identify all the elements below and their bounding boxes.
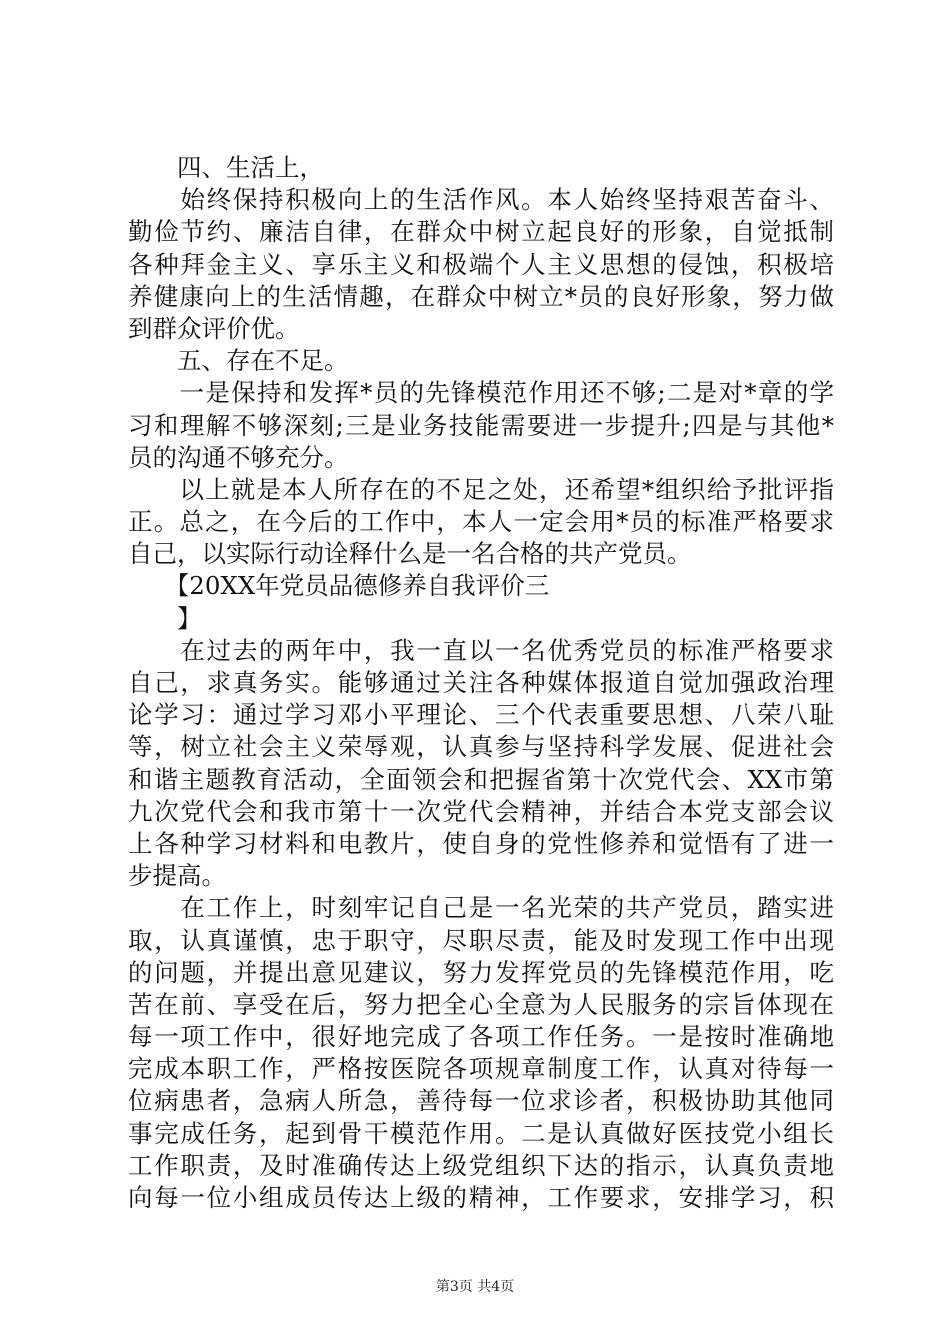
text-line: 到群众评价优。: [128, 313, 300, 343]
text-line: 的问题，并提出意见建议，努力发挥党员的先锋模范作用，吃: [128, 957, 834, 987]
text-line: 完成本职工作，严格按医院各项规章制度工作，认真对待每一: [128, 1054, 834, 1084]
text-line: 在工作上，时刻牢记自己是一名光荣的共产党员，踏实进: [128, 893, 834, 923]
text-line: 在过去的两年中，我一直以一名优秀党员的标准严格要求: [128, 635, 834, 665]
text-line: 向每一位小组成员传达上级的精神，工作要求，安排学习，积: [128, 1183, 834, 1212]
text-line: 各种拜金主义、享乐主义和极端个人主义思想的侵蚀，积极培: [128, 249, 834, 279]
text-line: 【20XX年党员品德修养自我评价三: [128, 571, 550, 601]
text-line: 四、生活上，: [128, 153, 324, 182]
text-line: 勤俭节约、廉洁自律，在群众中树立起良好的形象，自觉抵制: [128, 217, 834, 247]
text-line: 论学习：通过学习邓小平理论、三个代表重要思想、八荣八耻: [128, 700, 834, 730]
text-line: 等，树立社会主义荣辱观，认真参与坚持科学发展、促进社会: [128, 732, 834, 762]
text-line: 每一项工作中，很好地完成了各项工作任务。一是按时准确地: [128, 1022, 834, 1052]
text-line: 九次党代会和我市第十一次党代会精神，并结合本党支部会议: [128, 796, 834, 826]
text-line: 事完成任务，起到骨干模范作用。二是认真做好医技党小组长: [128, 1118, 834, 1148]
text-line: 自己，以实际行动诠释什么是一名合格的共产党员。: [128, 539, 692, 569]
text-line: 位病患者，急病人所急，善待每一位求诊者，积极协助其他同: [128, 1086, 834, 1116]
text-line: 工作职责，及时准确传达上级党组织下达的指示，认真负责地: [128, 1150, 834, 1180]
text-line: 一是保持和发挥*员的先锋模范作用还不够;二是对*章的学: [128, 378, 834, 408]
text-line: 五、存在不足。: [128, 346, 349, 376]
text-line: 自己，求真务实。能够通过关注各种媒体报道自觉加强政治理: [128, 668, 834, 697]
text-line: 】: [128, 603, 202, 633]
text-line: 上各种学习材料和电教片，使自身的党性修养和觉悟有了进一: [128, 828, 834, 858]
text-line: 习和理解不够深刻;三是业务技能需要进一步提升;四是与其他*: [128, 410, 834, 440]
text-line: 苦在前、享受在后，努力把全心全意为人民服务的宗旨体现在: [128, 989, 834, 1019]
page-footer: 第3页 共4页: [435, 1279, 515, 1295]
text-line: 以上就是本人所存在的不足之处，还希望*组织给予批评指: [128, 474, 834, 504]
text-line: 取，认真谨慎，忠于职守，尽职尽责，能及时发现工作中出现: [128, 925, 834, 955]
text-line: 始终保持积极向上的生活作风。本人始终坚持艰苦奋斗、: [128, 185, 834, 215]
text-line: 步提高。: [128, 861, 226, 891]
text-line: 和谐主题教育活动，全面领会和把握省第十次党代会、XX市第: [128, 764, 834, 794]
document-body: [128, 152, 834, 1214]
text-line: 养健康向上的生活情趣，在群众中树立*员的良好形象，努力做: [128, 281, 834, 311]
text-line: 员的沟通不够充分。: [128, 442, 349, 472]
text-line: 正。总之，在今后的工作中，本人一定会用*员的标准严格要求: [128, 507, 834, 537]
